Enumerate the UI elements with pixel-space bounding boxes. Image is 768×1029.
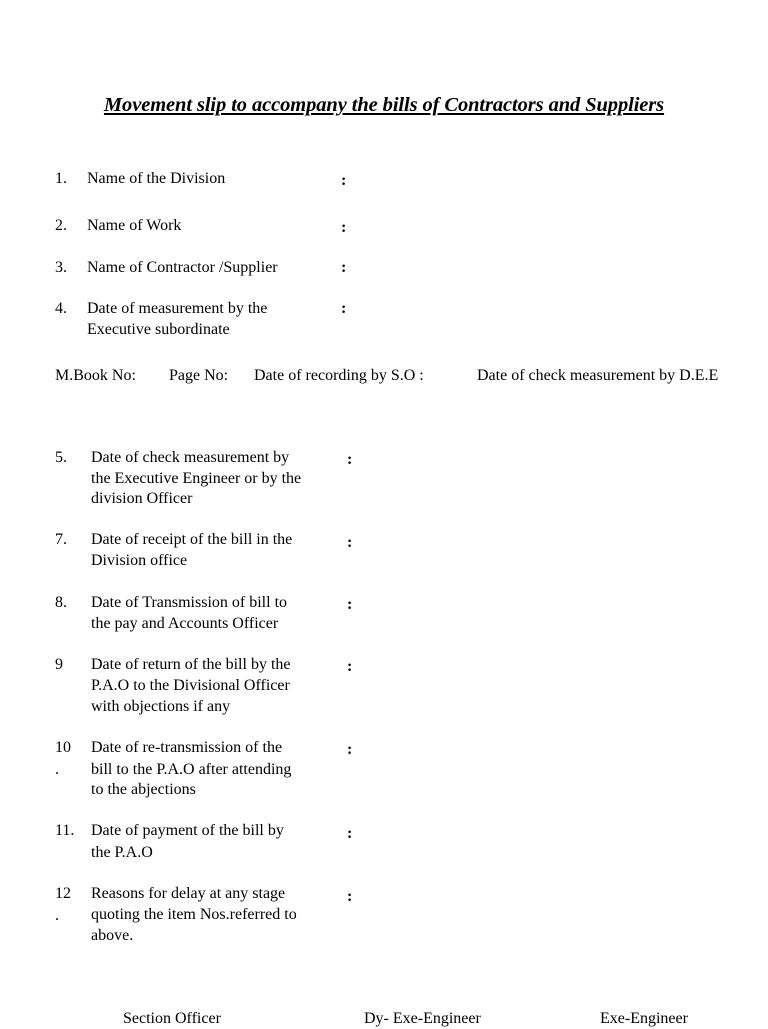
item-colon: : [341,300,347,317]
item-label-line-3: with objections if any [91,698,231,715]
page-no-label: Page No: [169,367,229,384]
section-officer-signature: Section Officer [123,1010,221,1027]
item-colon: : [341,259,347,276]
item-number: 9 [55,656,63,673]
item-number-dot: . [55,761,59,778]
item-label-line-1: Date of receipt of the bill in the [91,531,293,548]
item-label-line-3: division Officer [91,490,193,507]
item-number: 7. [55,531,67,548]
item-number-dot: . [55,907,59,924]
item-label-line-2: the Executive Engineer or by the [91,470,302,487]
item-label: Name of the Division [87,170,226,187]
item-label-line-2: bill to the P.A.O after attending [91,761,292,778]
item-label-line-1: Date of return of the bill by the [91,656,291,673]
item-label-line-2: quoting the item Nos.referred to [91,906,297,923]
exe-engineer-signature: Exe-Engineer [600,1010,688,1027]
item-label-line-3: above. [91,927,134,944]
item-number: 5. [55,449,67,466]
recording-date-label: Date of recording by S.O : [254,367,424,384]
item-label-line-2: Executive subordinate [87,321,230,338]
document-title: Movement slip to accompany the bills of Contractors and Suppliers [103,94,665,116]
item-label: Name of Contractor /Supplier [87,259,278,276]
item-label-line-3: to the abjections [91,781,196,798]
item-label-line-1: Date of check measurement by [91,449,290,466]
item-label-line-1: Reasons for delay at any stage [91,885,286,902]
mbook-no-label: M.Book No: [55,367,136,384]
item-number: 4. [55,300,67,317]
item-colon: : [347,658,353,675]
dy-exe-engineer-signature: Dy- Exe-Engineer [364,1010,481,1027]
item-colon: : [347,741,353,758]
item-label-line-2: the P.A.O [91,844,153,861]
item-label-line-1: Date of re-transmission of the [91,739,283,756]
item-label-line-2: Division office [91,552,188,569]
item-number: 12 [55,885,71,902]
item-label-line-2: the pay and Accounts Officer [91,615,279,632]
item-colon: : [347,534,353,551]
item-label-line-1: Date of Transmission of bill to [91,594,288,611]
check-measurement-label: Date of check measurement by D.E.E [477,367,719,384]
item-colon: : [347,888,353,905]
item-number: 11. [55,822,75,839]
item-label: Name of Work [87,217,182,234]
item-colon: : [341,172,347,189]
item-number: 2. [55,217,67,234]
item-number: 3. [55,259,67,276]
item-colon: : [341,219,347,236]
item-number: 8. [55,594,67,611]
item-colon: : [347,451,353,468]
item-colon: : [347,596,353,613]
item-label-line-2: P.A.O to the Divisional Officer [91,677,290,694]
item-number: 1. [55,170,67,187]
item-colon: : [347,825,353,842]
item-label-line-1: Date of payment of the bill by [91,822,284,839]
item-label-line-1: Date of measurement by the [87,300,268,317]
item-number: 10 [55,739,71,756]
